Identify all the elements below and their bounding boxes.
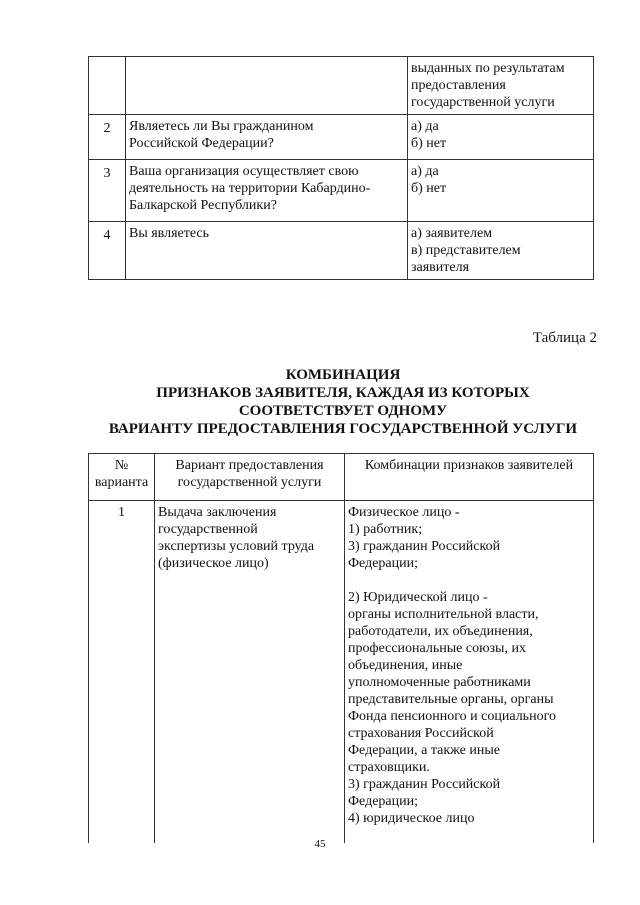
row-number: 4 bbox=[89, 222, 126, 280]
questionnaire-table bbox=[88, 56, 594, 280]
table-caption: Таблица 2 bbox=[532, 330, 597, 346]
combination-line: уполномоченные работниками bbox=[348, 675, 531, 690]
answer-cell bbox=[408, 115, 594, 160]
question-line: Вы являетесь bbox=[129, 226, 210, 241]
combination-line: 4) юридическое лицо bbox=[348, 811, 475, 826]
row-number: 2 bbox=[89, 115, 126, 160]
variant-line: Выдача заключения bbox=[158, 505, 277, 520]
combination-line: профессиональные союзы, их bbox=[348, 641, 526, 656]
header-variant: Вариант предоставления государственной услуги bbox=[155, 454, 345, 501]
table-row bbox=[89, 501, 594, 844]
heading-line: КОМБИНАЦИЯ bbox=[285, 367, 401, 383]
combination-line: страхования Российской bbox=[348, 726, 494, 741]
table-row bbox=[89, 160, 594, 222]
question-line: Являетесь ли Вы гражданином bbox=[129, 119, 314, 134]
question-cell bbox=[126, 57, 408, 115]
answer-cell bbox=[408, 57, 594, 115]
row-number: 3 bbox=[89, 160, 126, 222]
row-number bbox=[89, 57, 126, 115]
question-cell bbox=[126, 115, 408, 160]
variant-line: экспертизы условий труда bbox=[158, 539, 315, 554]
combination-line: объединения, иные bbox=[348, 658, 463, 673]
answer-line: б) нет bbox=[411, 136, 447, 151]
heading-line: ПРИЗНАКОВ ЗАЯВИТЕЛЯ, КАЖДАЯ ИЗ КОТОРЫХ bbox=[156, 385, 530, 401]
combination-line: 3) гражданин Российской bbox=[348, 539, 501, 554]
header-combinations: Комбинации признаков заявителей bbox=[345, 454, 594, 501]
combination-line: 2) Юридической лицо - bbox=[348, 590, 488, 605]
combination-line: Федерации; bbox=[348, 556, 419, 571]
answer-line: а) да bbox=[411, 164, 439, 179]
combination-line: представительные органы, органы bbox=[348, 692, 554, 707]
combination-natural-person bbox=[348, 504, 590, 572]
answer-line: заявителя bbox=[411, 260, 470, 275]
header-row bbox=[89, 454, 594, 501]
answer-line: а) заявителем bbox=[411, 226, 493, 241]
page-number: 45 bbox=[314, 838, 326, 850]
header-variant-number: № варианта bbox=[89, 454, 155, 501]
table-heading bbox=[88, 366, 598, 438]
combination-line: работодатели, их объединения, bbox=[348, 624, 533, 639]
combination-line: органы исполнительной власти, bbox=[348, 607, 539, 622]
question-line: Балкарской Республики? bbox=[129, 198, 277, 213]
question-cell bbox=[126, 160, 408, 222]
question-cell bbox=[126, 222, 408, 280]
heading-line: СООТВЕТСТВУЕТ ОДНОМУ bbox=[238, 403, 448, 419]
table-row bbox=[89, 57, 594, 115]
answer-line: государственной услуги bbox=[411, 95, 555, 110]
question-line: Российской Федерации? bbox=[129, 136, 274, 151]
combination-line: Фонда пенсионного и социального bbox=[348, 709, 556, 724]
answer-line: в) представителем bbox=[411, 243, 521, 258]
combination-line: 1) работник; bbox=[348, 522, 423, 537]
answer-cell bbox=[408, 160, 594, 222]
combination-line: Федерации, а также иные bbox=[348, 743, 500, 758]
combination-line: Физическое лицо - bbox=[348, 505, 460, 520]
variant-line: государственной bbox=[158, 522, 258, 537]
variant-line: (физическое лицо) bbox=[158, 556, 269, 571]
answer-line: предоставления bbox=[411, 78, 506, 93]
variant-number: 1 bbox=[89, 501, 155, 844]
answer-line: б) нет bbox=[411, 181, 447, 196]
question-line: деятельность на территории Кабардино- bbox=[129, 181, 371, 196]
combination-cell bbox=[345, 501, 594, 844]
variant-description bbox=[155, 501, 345, 844]
combination-line: 3) гражданин Российской bbox=[348, 777, 501, 792]
combination-line: страховщики. bbox=[348, 760, 430, 775]
combination-legal-entity bbox=[348, 589, 590, 827]
answer-cell bbox=[408, 222, 594, 280]
table-row bbox=[89, 115, 594, 160]
question-line: Ваша организация осуществляет свою bbox=[129, 164, 359, 179]
table-row bbox=[89, 222, 594, 280]
heading-line: ВАРИАНТУ ПРЕДОСТАВЛЕНИЯ ГОСУДАРСТВЕННОЙ УСЛУГИ bbox=[108, 421, 578, 437]
combinations-table bbox=[88, 453, 594, 843]
answer-line: а) да bbox=[411, 119, 439, 134]
answer-line: выданных по результатам bbox=[411, 61, 565, 76]
combination-line: Федерации; bbox=[348, 794, 419, 809]
